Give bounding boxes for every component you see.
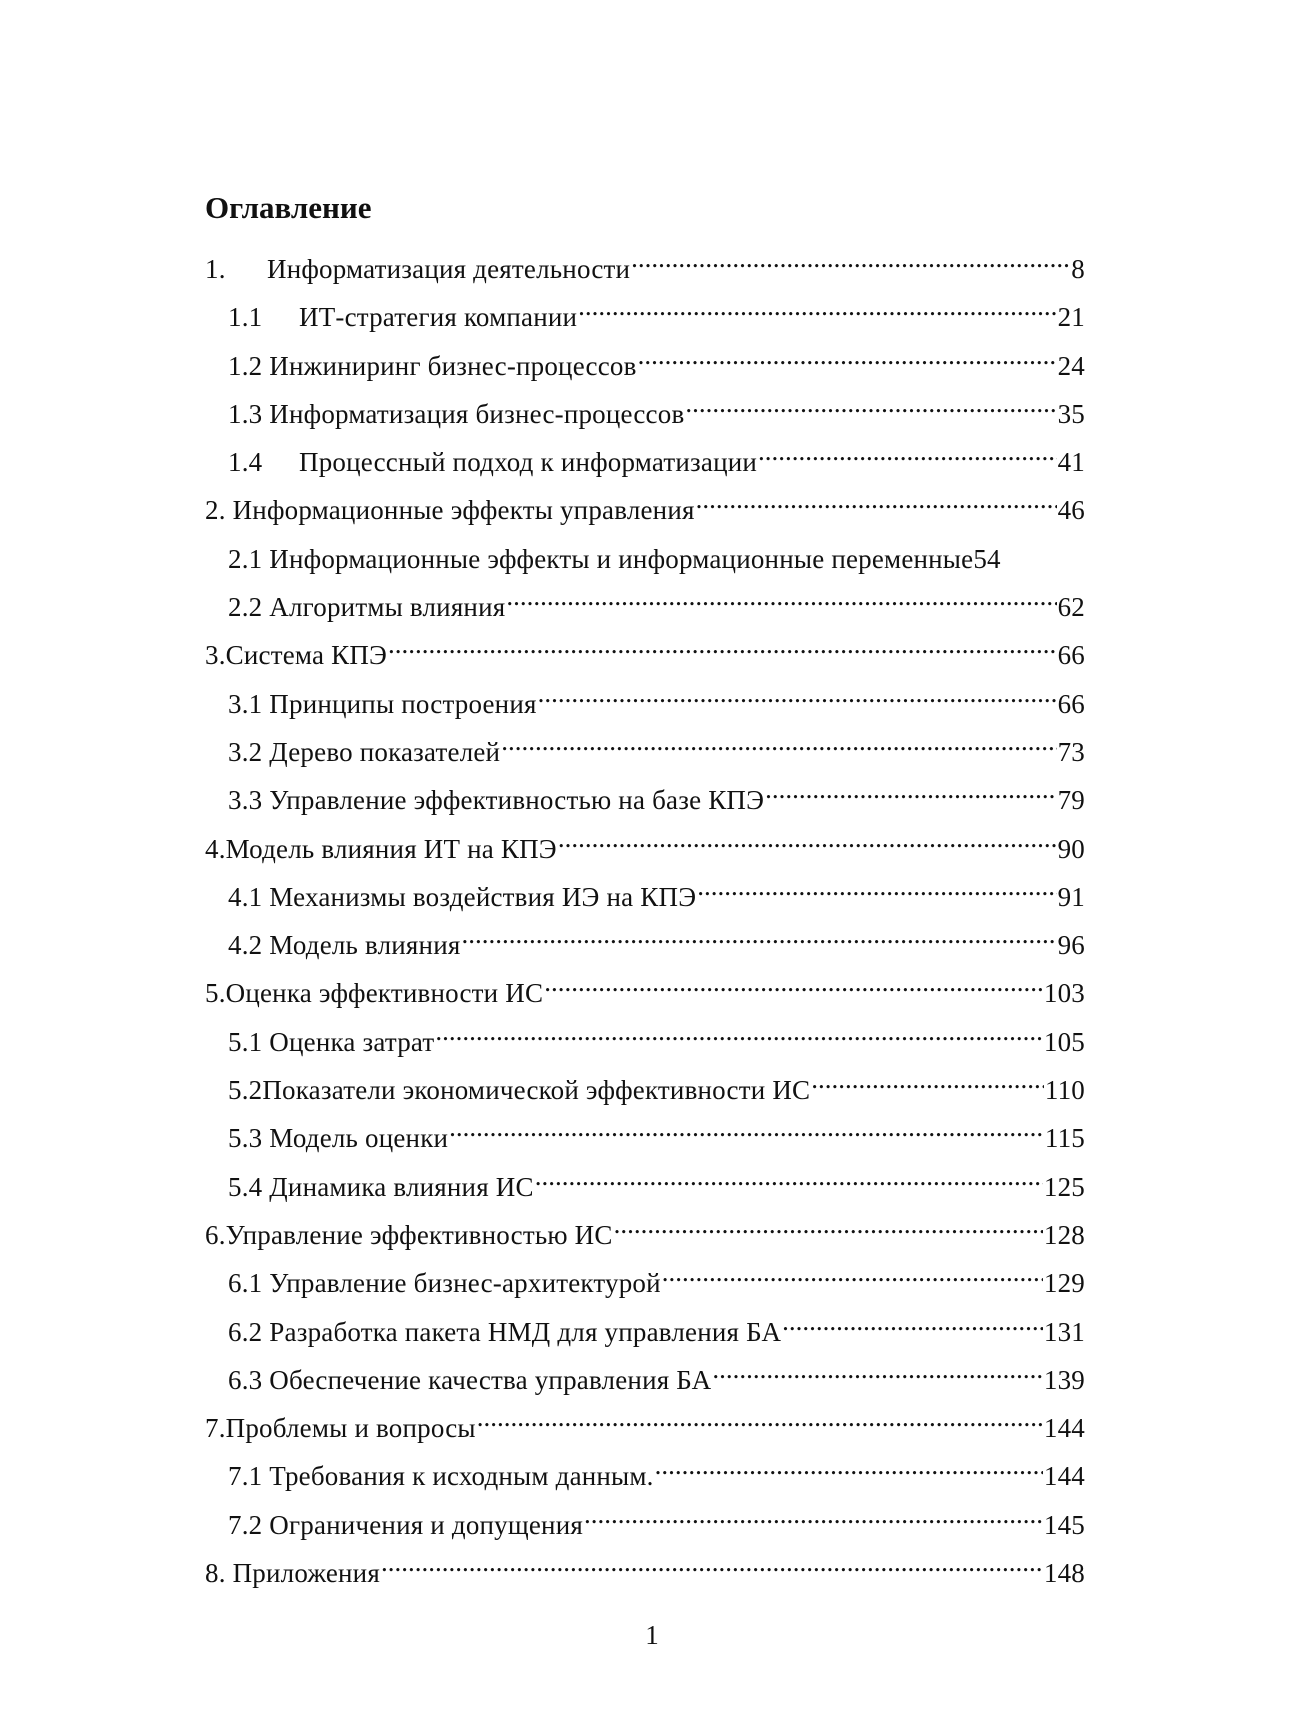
toc-entry[interactable] [205,1015,1085,1063]
toc-entry[interactable] [205,773,1085,821]
toc-entry-title: 6.3 Обеспечение качества управления БА [228,1364,712,1395]
toc-entry[interactable] [205,1160,1085,1208]
toc-dot-leader [758,435,1057,471]
toc-dot-leader [578,290,1056,326]
toc-entry-title: 7.1 Требования к исходным данным. [228,1461,654,1492]
toc-entry-page: 35 [1057,398,1085,429]
toc-entry[interactable] [205,483,1085,531]
toc-entry-title: 5.Оценка эффективности ИС [205,978,544,1009]
toc-dot-leader [655,1449,1043,1485]
toc-entry-number: 1. [205,254,226,284]
toc-entry-page: 125 [1043,1171,1085,1202]
toc-entry-page: 46 [1057,495,1085,526]
toc-entry-title: 5.2Показатели экономической эффективности ИС [228,1075,811,1106]
toc-dot-leader [535,1160,1043,1196]
toc-entry[interactable] [205,1111,1085,1159]
table-of-contents [205,242,1085,1594]
toc-entry-title: 3.2 Дерево показателей [228,736,501,767]
toc-entry-page: 96 [1057,930,1085,961]
toc-entry[interactable] [205,339,1085,387]
toc-entry-page: 91 [1057,881,1085,912]
toc-entry-page: 62 [1057,592,1085,623]
toc-entry-title: 5.1 Оценка затрат [228,1026,435,1057]
toc-entry-title: 4.1 Механизмы воздействия ИЭ на КПЭ [228,881,697,912]
toc-entry-title: 6.2 Разработка пакета НМД для управления БА [228,1316,782,1347]
toc-entry-number: 1.1 [228,302,263,333]
toc-dot-leader [381,1546,1043,1582]
toc-entry-title: 3.1 Принципы построения [228,688,537,719]
toc-dot-leader [506,580,1056,616]
toc-entry-page: 41 [1057,447,1085,478]
toc-entry-title: 5.4 Динамика влияния ИС [228,1171,534,1202]
toc-entry[interactable] [205,1546,1085,1594]
toc-entry-title: 6.Управление эффективностью ИС [205,1219,613,1250]
toc-entry-page: 115 [1044,1123,1085,1154]
toc-entry[interactable] [205,532,1085,580]
toc-entry-title: 3.3 Управление эффективностью на базе КПЭ [228,785,765,816]
toc-entry-title: 4.Модель влияния ИТ на КПЭ [205,833,557,864]
toc-entry-title: 7.2 Ограничения и допущения [228,1509,583,1540]
toc-dot-leader [388,628,1057,664]
toc-dot-leader [558,822,1057,858]
toc-entry-title: 2. Информационные эффекты управления [205,495,695,526]
toc-entry-title: 2.1 Информационные эффекты и информационные переменные [228,543,974,574]
toc-entry[interactable] [205,1449,1085,1497]
toc-entry-title: 5.3 Модель оценки [228,1123,449,1154]
toc-dot-leader [614,1208,1043,1244]
toc-entry[interactable] [205,1305,1085,1353]
toc-entry-title: 1.3 Информатизация бизнес-процессов [228,398,685,429]
toc-entry-title: 4.2 Модель влияния [228,930,461,961]
toc-entry-page: 103 [1043,978,1085,1009]
toc-entry[interactable] [205,1063,1085,1111]
toc-dot-leader [584,1498,1043,1534]
toc-entry-page: 8 [1071,254,1085,284]
toc-entry[interactable] [205,1401,1085,1449]
toc-dot-leader [631,242,1070,278]
toc-entry-page: 139 [1043,1364,1085,1395]
toc-entry-page: 24 [1057,350,1085,381]
toc-entry-page: 144 [1043,1413,1085,1444]
toc-entry-page: 66 [1057,640,1085,671]
toc-dot-leader [477,1401,1043,1437]
toc-entry[interactable] [205,966,1085,1014]
toc-entry-page: 145 [1043,1509,1085,1540]
toc-entry-title: 3.Система КПЭ [205,640,388,671]
toc-entry[interactable] [205,290,1085,338]
toc-entry-page: 128 [1043,1219,1085,1250]
toc-entry-number: 1.4 [228,447,263,478]
toc-entry-page: 105 [1043,1026,1085,1057]
toc-entry-page: 79 [1057,785,1085,816]
toc-dot-leader [685,387,1056,423]
toc-entry-title: 2.2 Алгоритмы влияния [228,592,506,623]
toc-entry[interactable] [205,1498,1085,1546]
toc-dot-leader [638,339,1057,375]
toc-entry-title: Процессный подход к информатизации [299,447,758,478]
toc-entry-title: 7.Проблемы и вопросы [205,1413,476,1444]
toc-entry[interactable] [205,822,1085,870]
toc-entry-page: 129 [1043,1268,1085,1299]
toc-entry[interactable] [205,580,1085,628]
toc-entry[interactable] [205,387,1085,435]
toc-dot-leader [501,725,1056,761]
toc-entry-title: 6.1 Управление бизнес-архитектурой [228,1268,661,1299]
toc-entry-page: 90 [1057,833,1085,864]
toc-entry-page: 148 [1043,1558,1085,1589]
page-number: 1 [645,1620,659,1650]
toc-entry-page: 131 [1043,1316,1085,1347]
toc-dot-leader [662,1256,1043,1292]
toc-dot-leader [782,1305,1043,1341]
toc-entry-page: 110 [1044,1075,1085,1106]
toc-entry[interactable] [205,918,1085,966]
toc-dot-leader [712,1353,1043,1389]
toc-dot-leader [811,1063,1044,1099]
page-title: Оглавление [205,190,372,225]
toc-entry-page: 144 [1043,1461,1085,1492]
toc-dot-leader [461,918,1056,954]
toc-entry[interactable] [205,435,1085,483]
toc-dot-leader [449,1111,1044,1147]
toc-entry-page: 21 [1057,302,1085,333]
toc-entry-title: 1.2 Инжиниринг бизнес-процессов [228,350,637,381]
toc-dot-leader [538,677,1057,713]
toc-entry-title: ИТ-стратегия компании [299,302,578,333]
toc-dot-leader [696,483,1057,519]
toc-entry[interactable] [205,1208,1085,1256]
toc-entry-page: 66 [1057,688,1085,719]
toc-dot-leader [765,773,1056,809]
toc-dot-leader [544,966,1043,1002]
toc-entry[interactable] [205,1353,1085,1401]
toc-entry-title: 8. Приложения [205,1558,380,1589]
toc-entry[interactable] [205,725,1085,773]
toc-entry-title: Информатизация деятельности [267,254,631,284]
toc-entry-page: 73 [1057,736,1085,767]
toc-entry[interactable] [205,870,1085,918]
toc-entry[interactable] [205,677,1085,725]
toc-entry[interactable] [205,242,1085,290]
toc-entry[interactable] [205,1256,1085,1304]
toc-entry-page: 54 [973,543,1001,574]
toc-dot-leader [697,870,1056,906]
toc-dot-leader [435,1015,1043,1051]
toc-entry[interactable] [205,628,1085,676]
